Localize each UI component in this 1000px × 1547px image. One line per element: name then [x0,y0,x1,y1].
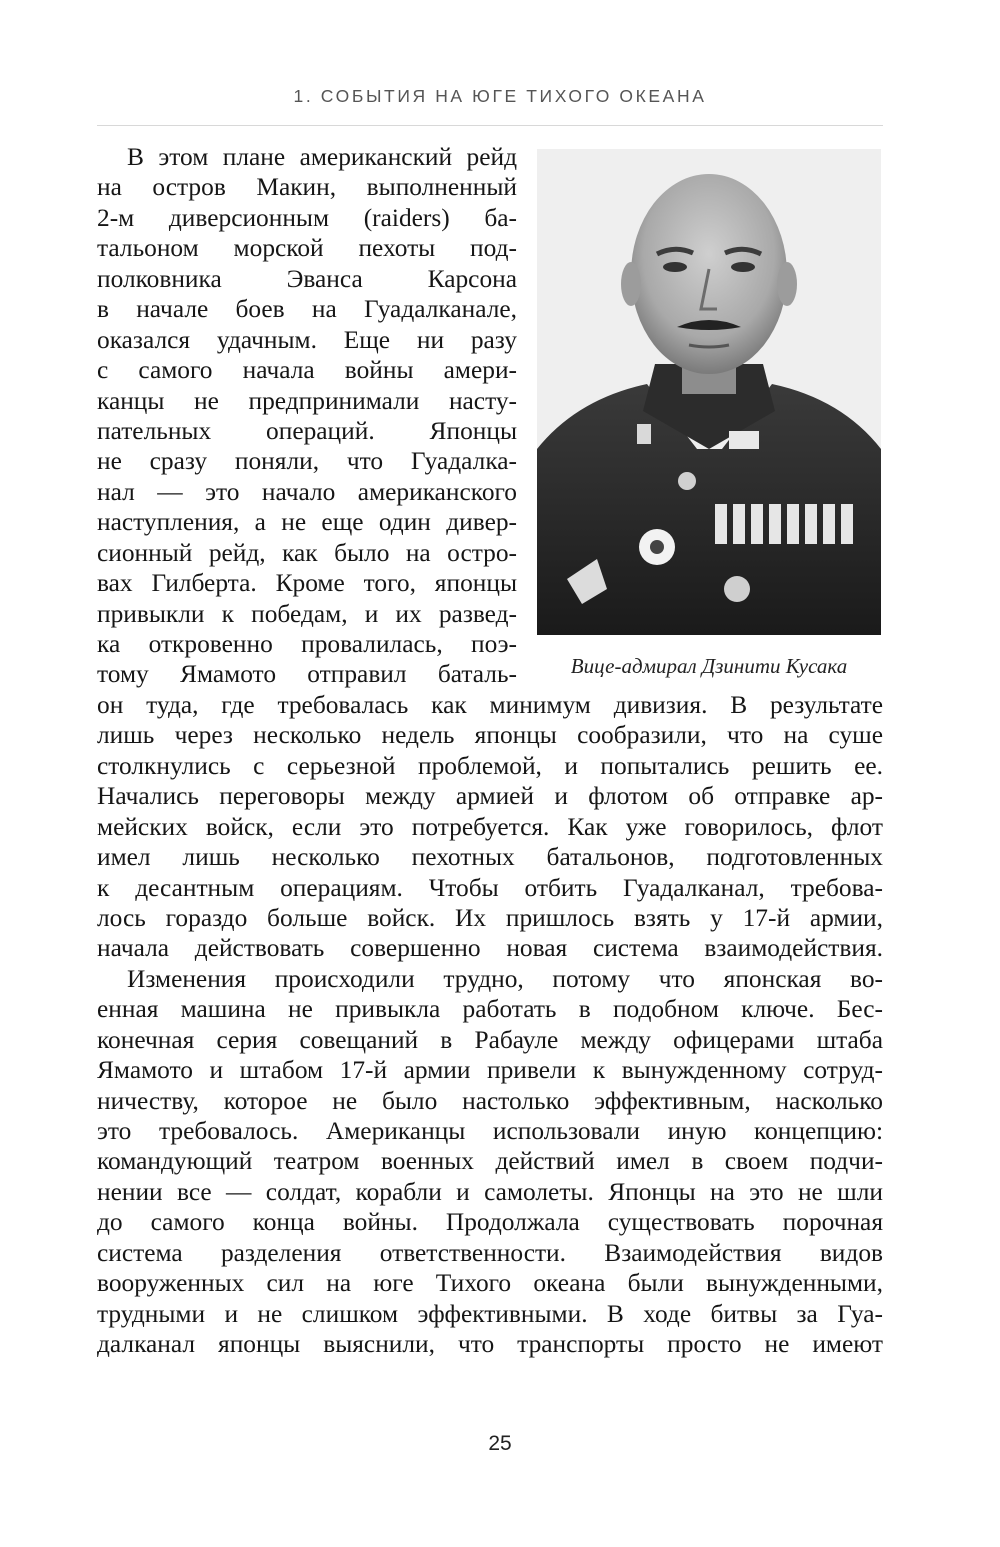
text-line: столкнулись с серьезной проблемой, и попытались решить ее. [97,751,883,780]
text-line: не сразу поняли, что Гуадалка- [97,447,517,476]
text-line: Ямамото и штабом 17-й армии привели к вынужденному сотруд- [97,1056,883,1085]
text-line: полковника Эванса Карсона [97,264,517,293]
text-line: 2-м диверсионным (raiders) ба- [97,203,517,232]
text-line: лось гораздо больше войск. Их пришлось взять у 17-й армии, [97,903,883,932]
text-line: Начались переговоры между армией и флотом об отправке ар- [97,782,883,811]
text-line: тальоном морской пехоты под- [97,234,517,263]
text-line: начала действовать совершенно новая система взаимодействия. [97,934,883,963]
text-line: лишь через несколько недель японцы сообразили, что на суше [97,721,883,750]
text-line: привыкли к победам, и их развед- [97,599,517,628]
text-line: с самого начала войны амери- [97,356,517,385]
text-line: вах Гилберта. Кроме того, японцы [97,569,517,598]
text-line: он туда, где требовалась как минимум дивизия. В результате [97,690,883,719]
text-line: ка откровенно провалилась, поэ- [97,630,517,658]
text-line: в начале боев на Гуадалканале, [97,295,517,324]
text-line: тому Ямамото отправил баталь- [97,660,517,689]
text-line: пательных операций. Японцы [97,416,517,445]
text-line: конечная серия совещаний в Рабауле между офицерами штаба [97,1025,883,1054]
text-line: мейских войск, если это потребуется. Как уже говорилось, флот [97,812,883,841]
photo-caption: Вице-адмирал Дзинити Кусака [570,654,848,678]
text-line: ничеству, которое не было настолько эффективным, насколько [97,1086,883,1115]
text-line: нении все — солдат, корабли и самолеты. Японцы на это не шли [97,1177,883,1206]
text-line: далканал японцы выяснили, что транспорты просто не имеют [97,1330,883,1359]
text-line: вооруженных сил на юге Тихого океана были вынужденными, [97,1269,883,1298]
text-line: канцы не предпринимали насту- [97,386,517,415]
text-line: до самого конца войны. Продолжала существовать порочная [97,1208,883,1237]
text-line: сионный рейд, как было на остро- [97,538,517,567]
page-number: 25 [488,1432,512,1455]
text-line: трудными и не слишком эффективными. В ходе битвы за Гуа- [97,1299,883,1328]
running-head: 1. СОБЫТИЯ НА ЮГЕ ТИХОГО ОКЕАНА [293,86,707,106]
text-line: наступления, а не еще один дивер- [97,508,517,537]
text-line: система разделения ответственности. Взаимодействия видов [97,1238,883,1267]
body-text [97,142,883,1360]
text-line: Изменения происходили трудно, потому что японская во- [127,964,883,993]
text-line: имел лишь несколько пехотных батальонов, подготовленных [97,843,883,872]
text-line: нал — это начало американского [97,477,517,506]
text-line: командующий театром военных действий имел в своем подчи- [97,1147,883,1176]
text-line: оказался удачным. Еще ни разу [97,325,517,354]
text-line: на остров Макин, выполненный [97,173,517,202]
text-line: В этом плане американский рейд [127,143,517,171]
text-line: это требовалось. Американцы использовали иную концепцию: [97,1117,883,1145]
header-rule [97,125,883,126]
text-line: енная машина не привыкла работать в подобном ключе. Бес- [97,995,883,1024]
text-line: к десантным операциям. Чтобы отбить Гуадалканал, требова- [97,873,883,902]
